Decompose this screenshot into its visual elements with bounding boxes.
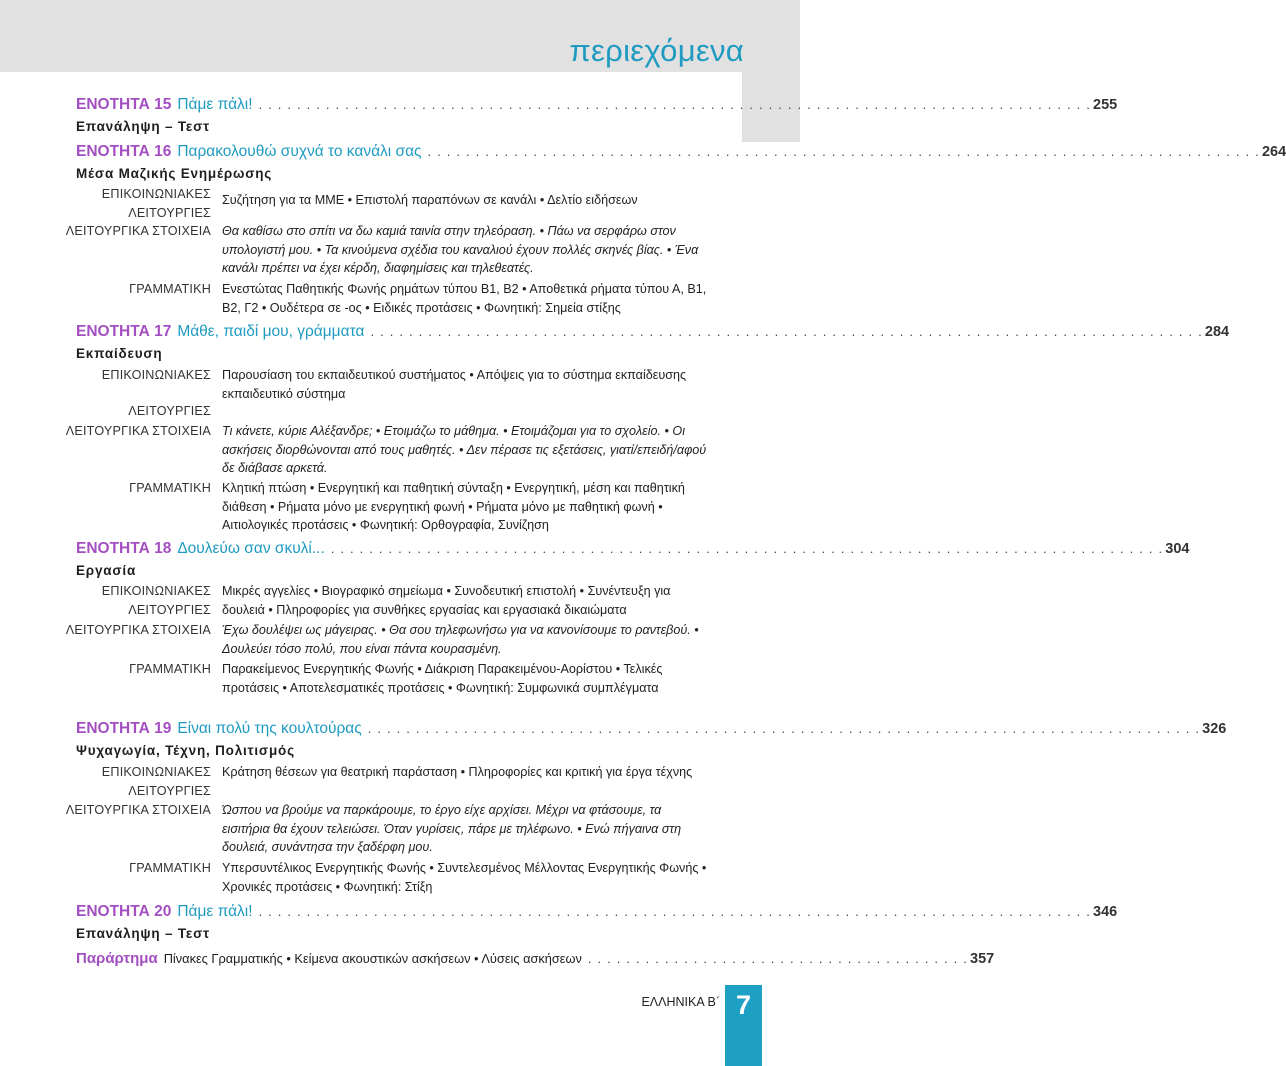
unit-heading[interactable]	[76, 323, 1230, 345]
text-communicative: Συζήτηση για τα ΜΜΕ • Επιστολή παραπόνων σε κανάλι • Δελτίο ειδήσεων	[222, 193, 638, 207]
unit-subtitle: Εργασία	[76, 563, 137, 578]
unit-label: ΕΝΟΤΗΤΑ 15	[76, 96, 172, 113]
unit-subtitle: Μέσα Μαζικής Ενημέρωσης	[76, 166, 273, 181]
appendix-page: 357	[970, 951, 995, 967]
unit-heading[interactable]	[76, 720, 1227, 742]
unit-page: 304	[1165, 541, 1190, 557]
label-functional: ΛΕΙΤΟΥΡΓΙΚΑ ΣΤΟΙΧΕΙΑ	[65, 803, 211, 817]
label-grammar: ΓΡΑΜΜΑΤΙΚΗ	[129, 282, 211, 296]
label-functional: ΛΕΙΤΟΥΡΓΙΚΑ ΣΤΟΙΧΕΙΑ	[65, 623, 211, 637]
unit-title: Δουλεύω σαν σκυλί...	[177, 540, 325, 557]
text-grammar: Υπερσυντέλικος Ενεργητικής Φωνής • Συντελεσμένος Μέλλοντας Ενεργητικής Φωνής • Χρονικές προτάσεις • Φωνητική: Στίξη	[222, 861, 707, 894]
unit-19	[76, 720, 1227, 763]
unit-title: Παρακολουθώ συχνά το κανάλι σας	[177, 143, 422, 160]
dot-leader: . . . . . . . . . . . . . . . . . . . . . . . . . . . . . . . . . . . . . . . . . . . . . . . . . . . . . . . . . . . . . . . . . . . . . . . . . . . . . . . . . . . . . . .	[258, 97, 1092, 112]
text-functional: Θα καθίσω στο σπίτι να δω καμιά ταινία στην τηλεόραση. • Πάω να σερφάρω στον υπολογιστή μου. • Τα κινούμενα σχέδια του καναλιού έχουν πολλές σκηνές βίας. • Ένα κανάλι πρέπει να έχει κέρδη, διαφημίσεις και τηλεθεατές.	[222, 224, 699, 275]
label-line: ΕΠΙΚΟΙΝΩΝΙΑΚΕΣ	[101, 187, 211, 201]
dot-leader: . . . . . . . . . . . . . . . . . . . . . . . . . . . . . . . . . . . . . . . . . . . . . . . . . . . . . . . . . . . . . . . . . . . . . . . . . . . . . . . . . . . . . . .	[427, 144, 1260, 159]
text-functional: Έχω δουλέψει ως μάγειρας. • Θα σου τηλεφωνήσω για να κανονίσουμε το ραντεβού. • Δουλεύει τόσο πολύ, που είναι πάντα κουρασμένη.	[222, 623, 699, 656]
unit-label: ΕΝΟΤΗΤΑ 17	[76, 323, 172, 340]
text-line: Παρουσίαση του εκπαιδευτικού συστήματος • Απόψεις για το σύστημα εκπαίδευσης	[222, 368, 687, 382]
label-communicative	[102, 366, 211, 420]
unit-page: 264	[1261, 144, 1286, 160]
dot-leader: . . . . . . . . . . . . . . . . . . . . . . . . . . . . . . . . . . . . . . . . . . . . . . . . . . . . . . . . . . . . . . . . . . . . . . . . . . . . . . . . . . . . . . .	[330, 541, 1164, 556]
unit-title: Πάμε πάλι!	[177, 96, 253, 113]
unit-title: Πάμε πάλι!	[177, 903, 253, 920]
unit-page: 284	[1204, 324, 1230, 340]
unit-page: 326	[1202, 721, 1227, 737]
appendix-label: Παράρτημα	[76, 950, 158, 967]
unit-heading[interactable]	[76, 143, 1286, 165]
unit-heading[interactable]	[76, 903, 1118, 925]
label-grammar: ΓΡΑΜΜΑΤΙΚΗ	[129, 481, 211, 495]
label-line: ΛΕΙΤΟΥΡΓΙΕΣ	[128, 602, 211, 617]
text-functional: Ώσπου να βρούμε να παρκάρουμε, το έργο είχε αρχίσει. Μέχρι να φτάσουμε, τα εισιτήρια θα έχουν τελειώσει. Όταν γυρίσεις, πάρε με τηλέφωνο. • Ενώ πήγαινα στη δουλειά, συνάντησα την ξαδέρφη μου.	[222, 803, 682, 854]
appendix-text: Πίνακες Γραμματικής • Κείμενα ακουστικών ασκήσεων • Λύσεις ασκήσεων	[163, 951, 582, 966]
text-communicative: Κράτηση θέσεων για θεατρική παράσταση • Πληροφορίες και κριτική για έργα τέχνης	[222, 765, 693, 779]
label-line: ΕΠΙΚΟΙΝΩΝΙΑΚΕΣ	[101, 368, 211, 382]
text-functional: Τι κάνετε, κύριε Αλέξανδρε; • Ετοιμάζω το μάθημα. • Ετοιμάζομαι για το σχολείο. • Οι ασκήσεις διορθώνονται από τους μαθητές. • Δεν πέρασε τις εξετάσεις, γιατί/επειδή/αφού δε διάβασε αρκετά.	[222, 424, 707, 475]
unit-page: 255	[1093, 97, 1118, 113]
page-title: περιεχόμενα	[569, 33, 744, 68]
unit-subtitle: Επανάληψη – Τεστ	[76, 926, 210, 941]
unit-label: ΕΝΟΤΗΤΑ 20	[76, 903, 172, 920]
dot-leader: . . . . . . . . . . . . . . . . . . . . . . . . . . . . . . . . . . . . . . . . . . . . . . . . . . . . . . . . . . . . . . . . . . . . . . . . . . . . . . . . . . . . . . .	[370, 324, 1203, 339]
unit-17	[76, 323, 1230, 366]
label-line: ΕΠΙΚΟΙΝΩΝΙΑΚΕΣ	[101, 765, 211, 779]
unit-label: ΕΝΟΤΗΤΑ 16	[76, 143, 172, 160]
text-communicative: Μικρές αγγελίες • Βιογραφικό σημείωμα • Συνοδευτική επιστολή • Συνέντευξη για δουλειά • Πληροφορίες για συνθήκες εργασίας και εργασιακά δικαιώματα	[222, 584, 671, 617]
unit-subtitle: Επανάληψη – Τεστ	[76, 119, 210, 134]
label-communicative	[102, 185, 211, 222]
unit-label: ΕΝΟΤΗΤΑ 19	[76, 720, 172, 737]
unit-title: Είναι πολύ της κουλτούρας	[177, 720, 362, 737]
unit-heading[interactable]	[76, 96, 1118, 118]
label-communicative	[102, 763, 211, 800]
label-line: ΛΕΙΤΟΥΡΓΙΕΣ	[128, 783, 211, 798]
text-grammar: Κλητική πτώση • Ενεργητική και παθητική σύνταξη • Ενεργητική, μέση και παθητική διάθεση • Ρήματα μόνο με ενεργητική φωνή • Ρήματα μόνο με παθητική φωνή • Αιτιολογικές προτάσεις • Φωνητική: Ορθογραφία, Συνίζηση	[222, 481, 685, 532]
unit-subtitle: Ψυχαγωγία, Τέχνη, Πολιτισμός	[76, 743, 295, 758]
label-grammar: ΓΡΑΜΜΑΤΙΚΗ	[129, 861, 211, 875]
dot-leader: . . . . . . . . . . . . . . . . . . . . . . . . . . . . . . . . . . . . . . . .	[587, 951, 969, 966]
unit-title: Μάθε, παιδί μου, γράμματα	[177, 323, 365, 340]
unit-heading[interactable]	[76, 540, 1190, 562]
label-grammar: ΓΡΑΜΜΑΤΙΚΗ	[129, 662, 211, 676]
label-functional: ΛΕΙΤΟΥΡΓΙΚΑ ΣΤΟΙΧΕΙΑ	[65, 424, 211, 438]
label-communicative	[102, 582, 211, 619]
dot-leader: . . . . . . . . . . . . . . . . . . . . . . . . . . . . . . . . . . . . . . . . . . . . . . . . . . . . . . . . . . . . . . . . . . . . . . . . . . . . . . . . . . . . . . .	[258, 904, 1092, 919]
unit-page: 346	[1093, 904, 1118, 920]
page-number: 7	[735, 990, 752, 1020]
unit-20	[76, 903, 1118, 946]
book-title: ΕΛΛΗΝΙΚΑ Β΄	[641, 995, 720, 1009]
appendix-row[interactable]	[76, 950, 995, 967]
unit-label: ΕΝΟΤΗΤΑ 18	[76, 540, 172, 557]
label-line: ΛΕΙΤΟΥΡΓΙΕΣ	[128, 403, 211, 418]
text-grammar: Ενεστώτας Παθητικής Φωνής ρημάτων τύπου Β1, Β2 • Αποθετικά ρήματα τύπου Α, Β1, Β2, Γ2 • Ουδέτερα σε -ος • Ειδικές προτάσεις • Φωνητική: Σημεία στίξης	[222, 282, 707, 315]
unit-18	[76, 540, 1190, 583]
text-grammar: Παρακείμενος Ενεργητικής Φωνής • Διάκριση Παρακειμένου-Αορίστου • Τελικές προτάσεις • Αποτελεσματικές προτάσεις • Φωνητική: Συμφωνικά συμπλέγματα	[222, 662, 663, 695]
label-functional: ΛΕΙΤΟΥΡΓΙΚΑ ΣΤΟΙΧΕΙΑ	[65, 224, 211, 238]
unit-15	[76, 96, 1118, 139]
label-line: ΛΕΙΤΟΥΡΓΙΕΣ	[128, 205, 211, 220]
unit-16	[76, 143, 1286, 186]
unit-subtitle: Εκπαίδευση	[76, 346, 163, 361]
text-line: εκπαιδευτικό σύστημα	[222, 386, 346, 401]
label-line: ΕΠΙΚΟΙΝΩΝΙΑΚΕΣ	[101, 584, 211, 598]
text-communicative	[222, 366, 710, 403]
dot-leader: . . . . . . . . . . . . . . . . . . . . . . . . . . . . . . . . . . . . . . . . . . . . . . . . . . . . . . . . . . . . . . . . . . . . . . . . . . . . . . . . . . . . . . .	[367, 721, 1201, 736]
